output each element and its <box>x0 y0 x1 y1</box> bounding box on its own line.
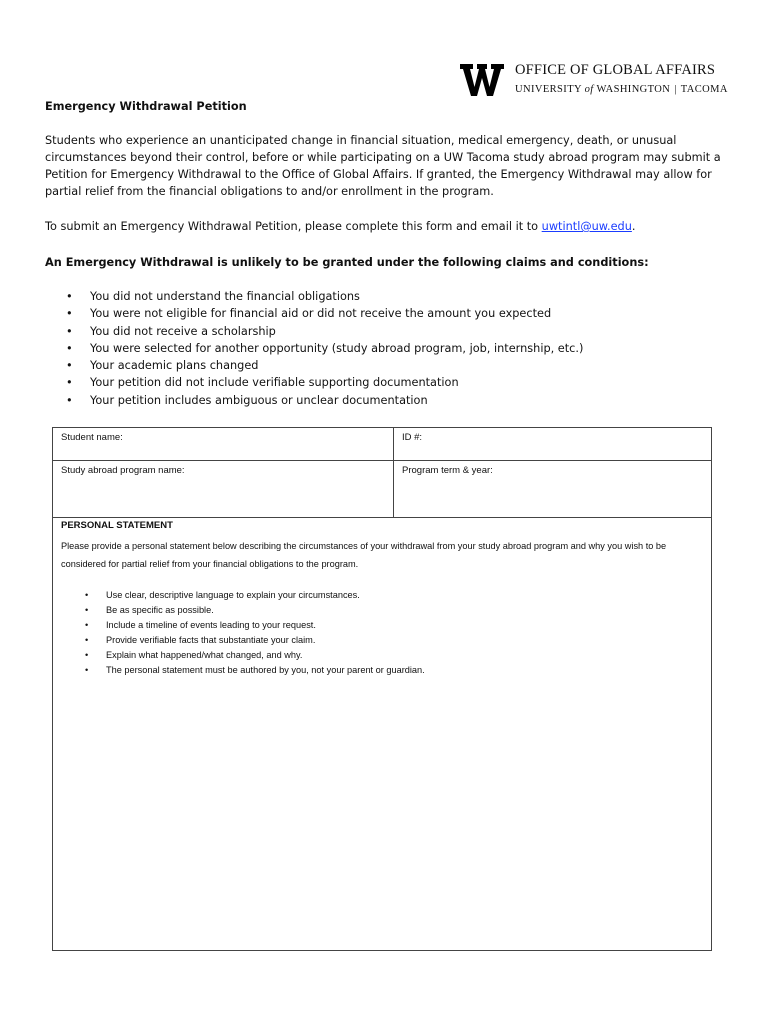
email-link[interactable]: uwtintl@uw.edu <box>541 220 632 233</box>
list-item: • Provide verifiable facts that substantiate your claim. <box>61 633 425 648</box>
id-label: ID #: <box>402 432 423 443</box>
submit-instructions: To submit an Emergency Withdrawal Petition, please complete this form and email it to uwtintl@uw.edu. <box>45 220 636 233</box>
program-term-label: Program term & year: <box>402 465 493 476</box>
student-name-field[interactable] <box>53 428 393 460</box>
personal-statement-title: PERSONAL STATEMENT <box>61 520 173 531</box>
petition-form <box>52 427 712 951</box>
id-field[interactable] <box>393 428 711 460</box>
program-name-label: Study abroad program name: <box>61 465 185 476</box>
list-item: • Be as specific as possible. <box>61 603 425 618</box>
personal-statement-description: Please provide a personal statement below describing the circumstances of your withdrawal from your study abroad program and why you wish to be considered for partial relief from your financial obligations to the program. <box>61 541 667 569</box>
uw-w-logo-icon <box>460 62 504 98</box>
personal-statement-area[interactable] <box>53 683 711 949</box>
personal-statement-tips <box>61 588 425 678</box>
row-divider <box>53 517 711 518</box>
list-item: • Your academic plans changed <box>45 357 583 374</box>
list-item: • Use clear, descriptive language to explain your circumstances. <box>61 588 425 603</box>
list-item: • You did not understand the financial obligations <box>45 288 583 305</box>
list-item: • You did not receive a scholarship <box>45 323 583 340</box>
list-item: • You were selected for another opportunity (study abroad program, job, internship, etc.) <box>45 340 583 357</box>
list-item: • You were not eligible for financial aid or did not receive the amount you expected <box>45 305 583 322</box>
program-name-field[interactable] <box>53 460 393 517</box>
list-item: • Explain what happened/what changed, and why. <box>61 648 425 663</box>
list-item: • Your petition did not include verifiable supporting documentation <box>45 374 583 391</box>
logo-office-name: OFFICE OF GLOBAL AFFAIRS <box>515 62 716 78</box>
claims-heading: An Emergency Withdrawal is unlikely to be granted under the following claims and conditions: <box>45 256 649 269</box>
logo-university-name: UNIVERSITY of WASHINGTON | TACOMA <box>515 84 728 95</box>
page-title: Emergency Withdrawal Petition <box>45 100 247 113</box>
claims-list <box>45 288 583 409</box>
list-item: • Your petition includes ambiguous or unclear documentation <box>45 392 583 409</box>
student-name-label: Student name: <box>61 432 123 443</box>
list-item: • Include a timeline of events leading to your request. <box>61 618 425 633</box>
intro-paragraph: Students who experience an unanticipated change in financial situation, medical emergency, death, or unusual circumstances beyond their control, before or while participating on a UW Tacoma study abroad program may submit a Petition for Emergency Withdrawal to the Office of Global Affairs. If granted, the Emergency Withdrawal may allow for partial relief from the financial obligations to and/or enrollment in the program. <box>45 134 721 198</box>
list-item: • The personal statement must be authored by you, not your parent or guardian. <box>61 663 425 678</box>
program-term-field[interactable] <box>393 460 711 517</box>
uw-logo <box>460 60 730 100</box>
